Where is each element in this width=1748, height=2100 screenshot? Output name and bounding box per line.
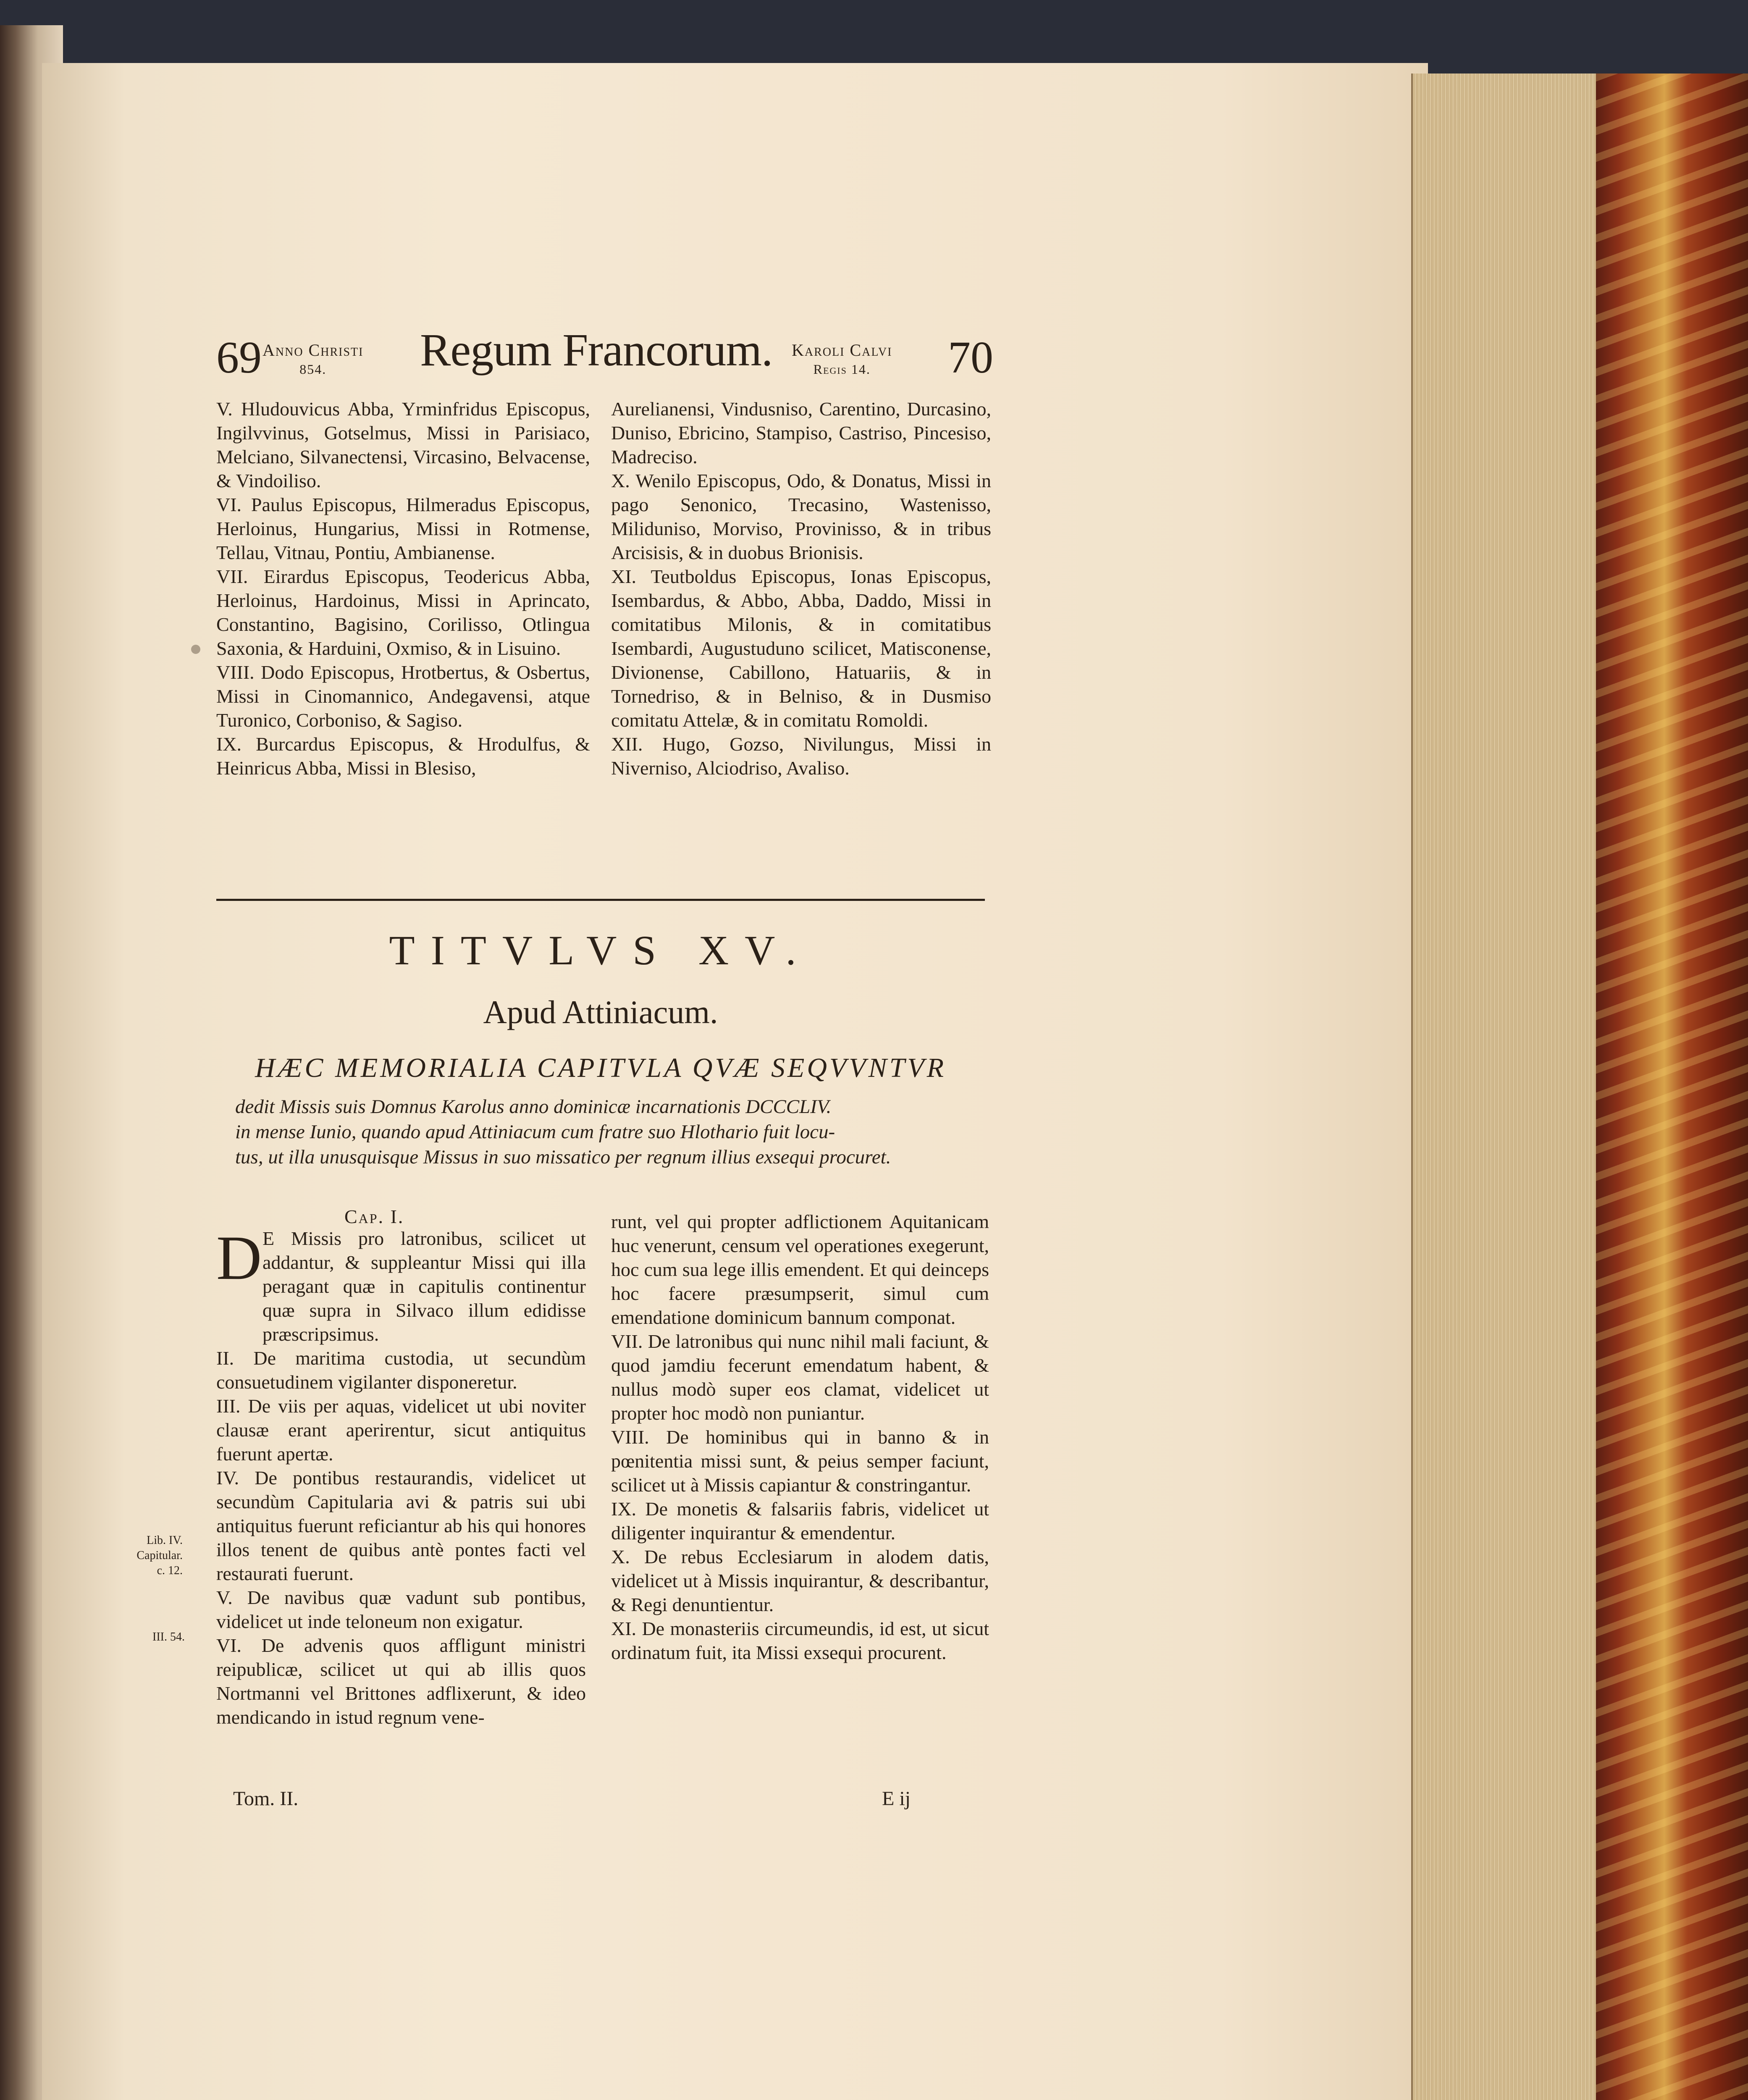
- capitula-heading: HÆC MEMORIALIA CAPITVLA QVÆ SEQVVNTVR: [255, 1053, 946, 1083]
- paragraph: XII. Hugo, Gozso, Nivilungus, Missi in Niverniso, Alciodriso, Avaliso.: [611, 733, 991, 779]
- running-title: Regum Francorum.: [420, 324, 773, 375]
- anno-year: 854.: [299, 362, 327, 377]
- running-head: [216, 323, 993, 399]
- intro-text: [235, 1094, 983, 1170]
- chapter-heading: Cap. I.: [344, 1206, 404, 1227]
- intro-line: in mense Iunio, quando apud Attiniacum cum fratre suo Hlothario fuit locu-: [235, 1121, 835, 1143]
- anno-christi: [262, 340, 363, 377]
- paragraph: X. Wenilo Episcopus, Odo, & Donatus, Missi in pago Senonico, Trecasino, Wastenisso, Miliduniso, Morviso, Provinisso, & in tribus Arcisisis, & in duobus Brionisis.: [611, 470, 991, 563]
- paragraph: VI. De advenis quos affligunt ministri reipublicæ, scilicet ut qui ab illis quos Nortmanni vel Brittones adflixerunt, & ideo mendicando in istud regnum vene-: [216, 1635, 586, 1728]
- section-subtitle: Apud Attiniacum.: [483, 994, 718, 1030]
- paragraph: VIII. Dodo Episcopus, Hrotbertus, & Osbertus, Missi in Cinomannico, Andegavensi, atque Turonico, Corboniso, & Sagiso.: [216, 662, 590, 731]
- marbled-cover: [1596, 74, 1748, 2100]
- anno-label: Anno Christi: [262, 341, 364, 360]
- paragraph: V. De navibus quæ vadunt sub pontibus, videlicet ut inde teloneum non exigatur.: [216, 1587, 586, 1632]
- paragraph: IX. De monetis & falsariis fabris, videlicet ut diligenter inquirantur & emendentur.: [611, 1498, 989, 1544]
- karoli-label: Karoli Calvi: [792, 341, 892, 360]
- top-right-column: [611, 397, 991, 780]
- volume-marker: Tom. II.: [233, 1788, 299, 1810]
- intro-line: tus, ut illa unusquisque Missus in suo missatico per regnum illius exsequi procuret.: [235, 1146, 891, 1168]
- capitula-right-column: [611, 1210, 989, 1664]
- section-divider: [216, 899, 985, 901]
- regis-year: Regis 14.: [813, 362, 871, 377]
- paragraph: VII. De latronibus qui nunc nihil mali faciunt, & quod jamdiu fecerunt emendatum habent, & nullus modò super eos clamat, videlicet ut propter hoc modò non puniantur.: [611, 1331, 989, 1424]
- page-number-right: 70: [948, 333, 993, 383]
- paragraph: VIII. De hominibus qui in banno & in pœnitentia missi sunt, & peius semper faciunt, scilicet ut à Missis capiantur & constringantur.: [611, 1426, 989, 1496]
- margin-note: III. 54.: [152, 1630, 185, 1643]
- paragraph: V. Hludouvicus Abba, Yrminfridus Episcopus, Ingilvvinus, Gotselmus, Missi in Parisiaco, Melciano, Silvanectensi, Vircasino, Belvacense, & Vindoiliso.: [216, 398, 590, 491]
- paragraph: XI. Teutboldus Episcopus, Ionas Episcopus, Isembardus, & Abbo, Abba, Daddo, Missi in comitatibus Milonis, & in comitatibus Isembardi, Augustuduno scilicet, Matisconense, Divionense, Cabillono, Hatuariis, & in Tornedriso, & in Belniso, & in Dusmiso comitatu Attelæ, & in comitatu Romoldi.: [611, 566, 991, 731]
- paragraph: E Missis pro latronibus, scilicet ut addantur, & suppleantur Missi qui illa peragant quæ in capitulis continentur quæ supra in Silvaco illum edidisse præscripsimus.: [262, 1228, 586, 1345]
- drop-cap: D: [216, 1223, 262, 1293]
- paragraph: IV. De pontibus restaurandis, videlicet ut secundùm Capitularia avi & patris sui ubi antiquitus fuerunt reficiantur ab his qui honores illos tenent de quibus antè pontes facti vel restaurati fuerunt.: [216, 1467, 586, 1584]
- margin-note: Lib. IV. Capitular. c. 12.: [136, 1534, 183, 1577]
- paragraph: XI. De monasteriis circumeundis, id est, ut sicut ordinatum fuit, ita Missi exsequi procurent.: [611, 1618, 989, 1663]
- paragraph: IX. Burcardus Episcopus, & Hrodulfus, & Heinricus Abba, Missi in Blesiso,: [216, 733, 590, 779]
- paragraph: VII. Eirardus Episcopus, Teodericus Abba, Herloinus, Hardoinus, Missi in Aprincato, Constantino, Bagisino, Corilisso, Otlingua Saxonia, & Harduini, Oxmiso, & in Lisuino.: [216, 566, 590, 659]
- paragraph: runt, vel qui propter adflictionem Aquitanicam huc venerunt, censum vel operationes exegerunt, hoc cum sua lege illis emendent. Et qui deinceps hoc facere præsumpserit, simul cum emendatione dominicum bannum componat.: [611, 1211, 989, 1328]
- paragraph: Aurelianensi, Vindusniso, Carentino, Durcasino, Duniso, Ebricino, Stampiso, Castriso, Pincesiso, Madreciso.: [611, 398, 991, 467]
- paragraph: II. De maritima custodia, ut secundùm consuetudinem vigilanter disponeretur.: [216, 1347, 586, 1393]
- section-title: TITVLVS XV.: [389, 927, 812, 974]
- ink-spot: [191, 645, 200, 654]
- top-left-column: [216, 397, 590, 780]
- capitula-left-column: [216, 1223, 586, 1729]
- paragraph: VI. Paulus Episcopus, Hilmeradus Episcopus, Herloinus, Hungarius, Missi in Rotmense, Tellau, Vitnau, Pontiu, Ambianense.: [216, 494, 590, 563]
- paragraph: III. De viis per aquas, videlicet ut ubi noviter clausæ erant aperirentur, sicut antiquitus fuerunt apertæ.: [216, 1395, 586, 1465]
- page-number-left: 69: [216, 333, 262, 383]
- karoli-calvi: [792, 340, 892, 377]
- paragraph: X. De rebus Ecclesiarum in alodem datis, videlicet ut à Missis inquirantur, & describantur, & Regi denuntientur.: [611, 1546, 989, 1615]
- signature-mark: E ij: [882, 1788, 911, 1810]
- intro-line: dedit Missis suis Domnus Karolus anno dominicæ incarnationis DCCCLIV.: [235, 1096, 832, 1118]
